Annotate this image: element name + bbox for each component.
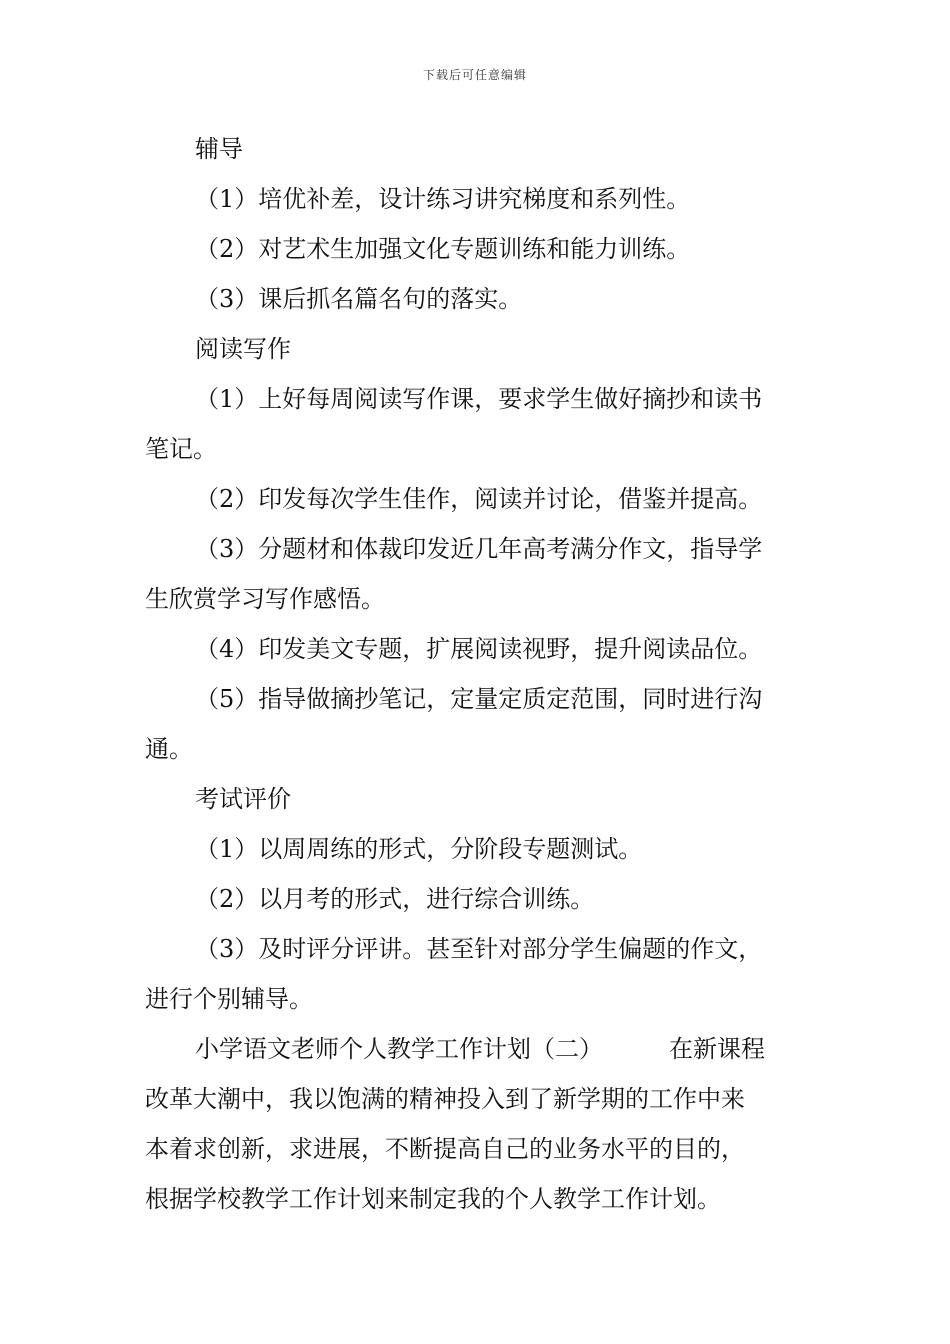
- document-body: [145, 124, 807, 1224]
- plan2-first-tail: 在新课程: [669, 1035, 765, 1063]
- plan2-title: 小学语文老师个人教学工作计划（二）: [195, 1035, 603, 1063]
- yuedu-item-3-line-2: 生欣赏学习写作感悟。: [145, 585, 385, 613]
- section-heading-kaoshi: 考试评价: [195, 785, 291, 813]
- yuedu-item-4: （4）印发美文专题，扩展阅读视野，提升阅读品位。: [195, 635, 763, 663]
- section-heading-yuedu: 阅读写作: [195, 335, 291, 363]
- yuedu-item-1-line-2: 笔记。: [145, 435, 217, 463]
- kaoshi-item-3-line-2: 进行个别辅导。: [145, 985, 313, 1013]
- plan2-line-3: 本着求创新，求进展，不断提高自己的业务水平的目的，: [145, 1135, 745, 1163]
- fudao-item-3: （3）课后抓名篇名句的落实。: [195, 285, 523, 313]
- yuedu-item-3-line-1: （3）分题材和体裁印发近几年高考满分作文，指导学: [195, 535, 763, 563]
- section-heading-fudao: 辅导: [195, 135, 243, 163]
- yuedu-item-1-line-1: （1）上好每周阅读写作课，要求学生做好摘抄和读书: [195, 385, 763, 413]
- plan2-line-2: 改革大潮中，我以饱满的精神投入到了新学期的工作中来: [145, 1085, 745, 1113]
- plan2-line-4: 根据学校教学工作计划来制定我的个人教学工作计划。: [145, 1185, 721, 1213]
- yuedu-item-2: （2）印发每次学生佳作，阅读并讨论，借鉴并提高。: [195, 485, 763, 513]
- yuedu-item-5-line-2: 通。: [145, 735, 193, 763]
- fudao-item-1: （1）培优补差，设计练习讲究梯度和系列性。: [195, 185, 691, 213]
- kaoshi-item-3-line-1: （3）及时评分评讲。甚至针对部分学生偏题的作文，: [195, 935, 763, 963]
- header-note: 下载后可任意编辑: [422, 68, 527, 82]
- fudao-item-2: （2）对艺术生加强文化专题训练和能力训练。: [195, 235, 691, 263]
- yuedu-item-5-line-1: （5）指导做摘抄笔记，定量定质定范围，同时进行沟: [195, 685, 763, 713]
- kaoshi-item-1: （1）以周周练的形式，分阶段专题测试。: [195, 835, 643, 863]
- kaoshi-item-2: （2）以月考的形式，进行综合训练。: [195, 885, 595, 913]
- plan2-first-line: [145, 1024, 807, 1074]
